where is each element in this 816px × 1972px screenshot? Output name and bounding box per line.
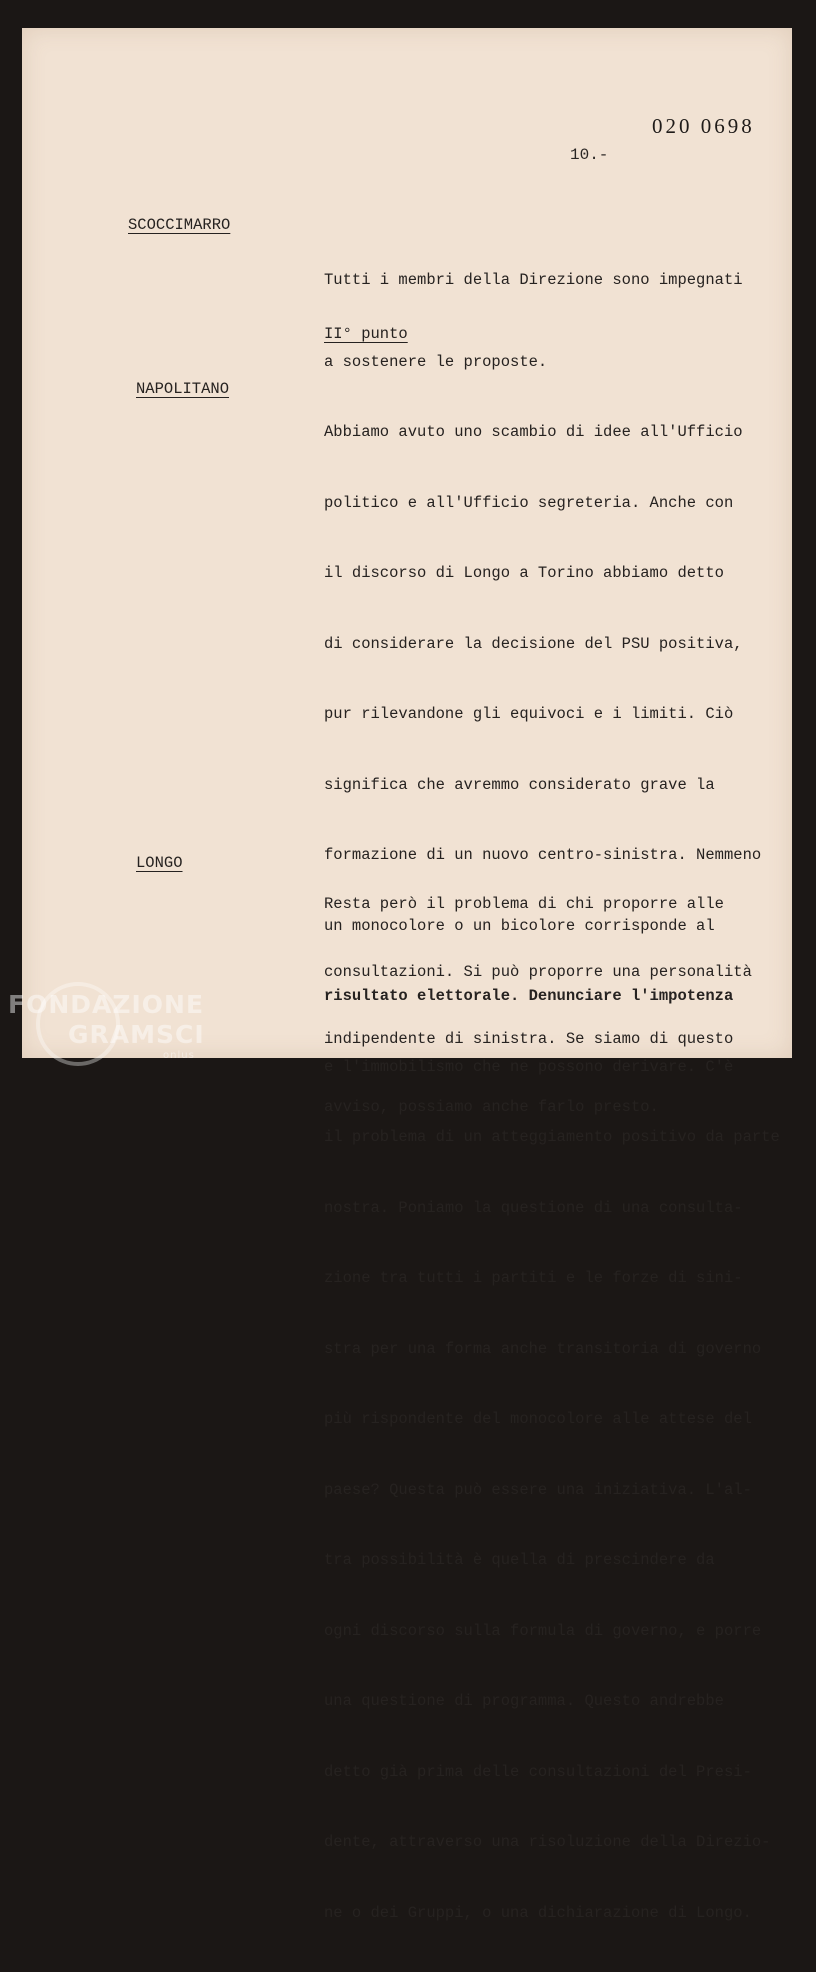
speech-line: ogni discorso sulla formula di governo, e porre — [324, 1621, 762, 1640]
speaker-scoccimarro: SCOCCIMARRO — [128, 216, 231, 234]
speech-line: indipendente di sinistra. Se siamo di questo — [324, 1030, 734, 1048]
watermark-line-1: FONDAZIONE — [8, 990, 205, 1019]
speech-line: zione tra tutti i partiti e le forze di sini- — [324, 1269, 743, 1287]
speech-line: risultato elettorale. Denunciare l'impotenza — [324, 987, 734, 1005]
speech-line: consultazioni. Si può proporre una personalità — [324, 962, 752, 981]
document-page — [22, 28, 792, 1922]
speech-line: stra per una forma anche transitoria di governo — [324, 1339, 762, 1358]
speech-line: Tutti i membri della Direzione sono impegnati — [324, 270, 743, 289]
speech-line: il problema di un atteggiamento positivo da parte — [324, 1128, 780, 1146]
watermark-line-3: onlus — [163, 1050, 195, 1061]
fondazione-gramsci-watermark — [8, 990, 205, 1062]
speech-line: il discorso di Longo a Torino abbiamo detto — [324, 564, 724, 582]
speech-line: dente, attraverso una risoluzione della Direzio- — [324, 1833, 771, 1851]
speech-napolitano — [324, 374, 780, 1972]
speech-line: un monocolore o un bicolore corrisponde al — [324, 916, 715, 935]
speech-line: Resta però il problema di chi proporre alle — [324, 895, 724, 913]
speech-line: tra possibilità è quella di prescindere da — [324, 1551, 715, 1569]
speech-line: avviso, possiamo anche farlo presto. — [324, 1097, 659, 1116]
speech-line: una questione di programma. Questo andrebbe — [324, 1692, 724, 1710]
speech-line: di considerare la decisione del PSU positiva, — [324, 634, 743, 653]
speech-line: a sostenere le proposte. — [324, 353, 548, 372]
section-title: II° punto — [324, 325, 408, 343]
archive-number: 020 0698 — [652, 114, 755, 138]
speech-line: nostra. Poniamo la questione di una consulta- — [324, 1198, 743, 1217]
speech-line: formazione di un nuovo centro-sinistra. Nemmeno — [324, 846, 762, 864]
watermark-circle-icon — [36, 982, 120, 1066]
speech-longo — [324, 848, 752, 1163]
page-number: 10.- — [570, 146, 609, 164]
speech-line: Abbiamo avuto uno scambio di idee all'Ufficio — [324, 423, 743, 441]
speech-line: pur rilevandone gli equivoci e i limiti. Ciò — [324, 705, 734, 723]
speech-line: ne o dei Gruppi, o una dichiarazione di Longo. — [324, 1903, 752, 1922]
speech-line: e l'immobilismo che ne possono derivare. C'è — [324, 1057, 734, 1076]
speech-line: detto già prima delle consultazioni del Presi- — [324, 1762, 752, 1781]
speech-line: più rispondente del monocolore alle attese del — [324, 1410, 752, 1428]
speaker-napolitano: NAPOLITANO — [136, 380, 230, 398]
speech-line: politico e all'Ufficio segreteria. Anche con — [324, 493, 734, 512]
speech-line: significa che avremmo considerato grave la — [324, 775, 715, 794]
speech-line: paese? Questa può essere una iniziativa. L'al- — [324, 1480, 752, 1499]
watermark-line-2: GRAMSCI — [68, 1020, 205, 1049]
speaker-longo: LONGO — [136, 854, 183, 872]
